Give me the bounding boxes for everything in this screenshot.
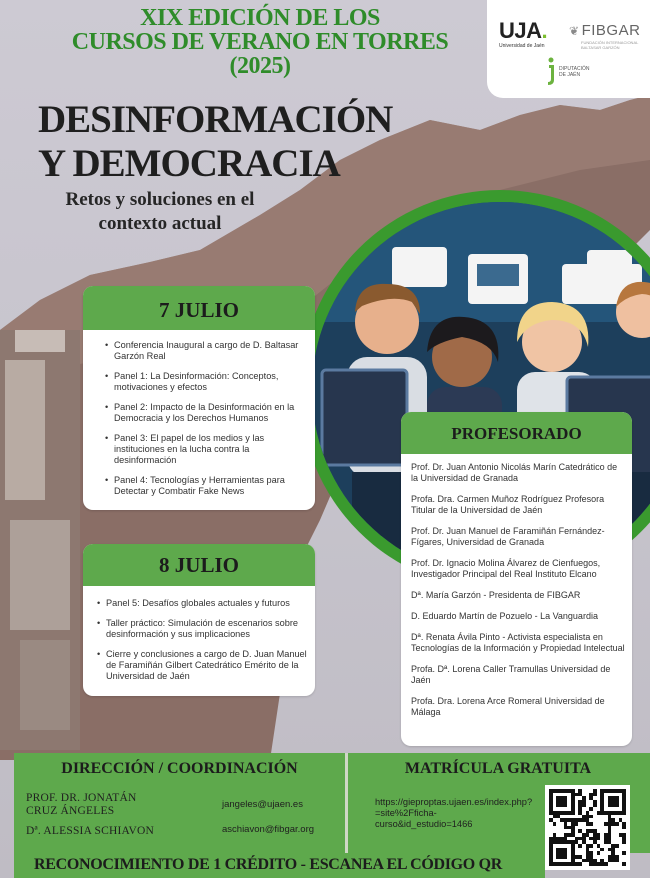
day1-card — [83, 286, 315, 510]
fibgar-leaf-icon: ❦ — [569, 24, 580, 38]
professor-item: Profa. Dra. Lorena Arce Romeral Universidad de Málaga — [411, 696, 605, 717]
schedule-item: • Conferencia Inaugural a cargo de D. Baltasar Garzón Real — [114, 340, 307, 362]
chat-bubble-icon — [392, 247, 447, 287]
day2-schedule-list — [83, 586, 315, 682]
subtitle-line-2: contexto actual — [98, 213, 222, 234]
day1-schedule-list — [83, 330, 315, 497]
day1-heading: 7 JULIO — [83, 286, 315, 330]
fibgar-logo-text: FIBGAR — [581, 22, 641, 39]
profesorado-heading: PROFESORADO — [401, 412, 632, 454]
diputacion-logo-text — [559, 66, 589, 78]
coordinator-email-link[interactable]: aschiavon@fibgar.org — [222, 824, 315, 835]
professor-item: Prof. Dr. Juan Manuel de Faramiñán Fernández-Fígares, Universidad de Granada — [411, 526, 605, 547]
qr-code[interactable] — [545, 785, 630, 870]
footer-text: RECONOCIMIENTO DE 1 CRÉDITO - ESCANEA EL CÓDIGO QR — [34, 856, 503, 873]
professor-item: Prof. Dr. Ignacio Molina Álvarez de Cienfuegos, Investigador Principal del Real Instituto Elcano — [411, 558, 601, 579]
edition-line-1: XIX EDICIÓN DE LOS — [140, 5, 380, 31]
qr-code-pattern — [549, 789, 626, 866]
edition-line-3: (2025) — [229, 53, 291, 79]
diputacion-line-1: DIPUTACIÓN — [559, 66, 590, 72]
matricula-heading: MATRÍCULA GRATUITA — [404, 760, 592, 777]
professor-item: Dª. Renata Ávila Pinto - Activista especialista en Tecnologías de la Información y Propiedad Intelectual — [411, 632, 625, 653]
schedule-item: • Panel 5: Desafíos globales actuales y futuros — [106, 598, 307, 609]
schedule-item: • Taller práctico: Simulación de escenarios sobre desinformación y sus implicaciones — [106, 618, 307, 640]
main-title — [38, 98, 392, 186]
schedule-item: • Panel 4: Tecnologías y Herramientas para Detectar y Combatir Fake News — [114, 475, 307, 497]
coordinator-name: Dª. ALESSIA SCHIAVON — [26, 825, 155, 837]
day2-card — [83, 544, 315, 696]
profesorado-list — [401, 454, 632, 718]
professor-item: D. Eduardo Martín de Pozuelo - La Vanguardia — [411, 611, 598, 621]
schedule-item: • Panel 2: Impacto de la Desinformación en la Democracia y los Derechos Humanos — [114, 402, 307, 424]
schedule-item: • Panel 1: La Desinformación: Conceptos, motivaciones y efectos — [114, 371, 307, 393]
schedule-item: • Cierre y conclusiones a cargo de D. Juan Manuel de Faramiñán Gilbert Catedrático Emérito de la Universidad de Jaén — [106, 649, 307, 682]
director-email-link[interactable]: jangeles@ujaen.es — [222, 799, 303, 810]
professor-item: Prof. Dr. Juan Antonio Nicolás Marín Catedrático de la Universidad de Granada — [411, 462, 618, 483]
director-name-line-1: PROF. DR. JONATÁN — [26, 792, 137, 804]
sponsor-logos-panel — [487, 0, 650, 98]
diputacion-line-2: DE JAÉN — [559, 72, 581, 78]
director-name — [26, 792, 136, 818]
professor-item: Profa. Dra. Carmen Muñoz Rodríguez Profesora Titular de la Universidad de Jaén — [411, 494, 605, 515]
subtitle-line-1: Retos y soluciones en el — [65, 189, 255, 210]
director-name-line-2: CRUZ ÁNGELES — [26, 805, 115, 817]
uja-logo-subtitle: Universidad de Jaén — [499, 43, 545, 49]
day2-heading: 8 JULIO — [83, 544, 315, 586]
professor-item: Dª. María Garzón - Presidenta de FIBGAR — [411, 590, 581, 600]
direccion-heading: DIRECCIÓN / COORDINACIÓN — [61, 760, 298, 777]
edition-heading — [40, 6, 480, 78]
main-title-line-2: Y DEMOCRACIA — [38, 142, 340, 185]
edition-line-2: CURSOS DE VERANO EN TORRES — [71, 29, 449, 55]
subtitle — [50, 188, 270, 236]
main-title-line-1: DESINFORMACIÓN — [38, 98, 393, 141]
enrollment-link[interactable]: https://gieproptas.ujaen.es/index.php?=site%2Fficha-curso&id_estudio=1466 — [375, 797, 533, 829]
fibgar-logo — [569, 22, 640, 39]
profesorado-card — [401, 412, 632, 746]
uja-logo: UJA. — [499, 18, 548, 43]
diputacion-logo-icon — [545, 56, 557, 86]
professor-item: Profa. Dª. Lorena Caller Tramullas Universidad de Jaén — [411, 664, 611, 685]
schedule-item: • Panel 3: El papel de los medios y las instituciones en la lucha contra la desinformación — [114, 433, 307, 466]
fibgar-logo-subtitle: FUNDACIÓN INTERNACIONAL BALTASAR GARZÓN — [581, 40, 639, 50]
